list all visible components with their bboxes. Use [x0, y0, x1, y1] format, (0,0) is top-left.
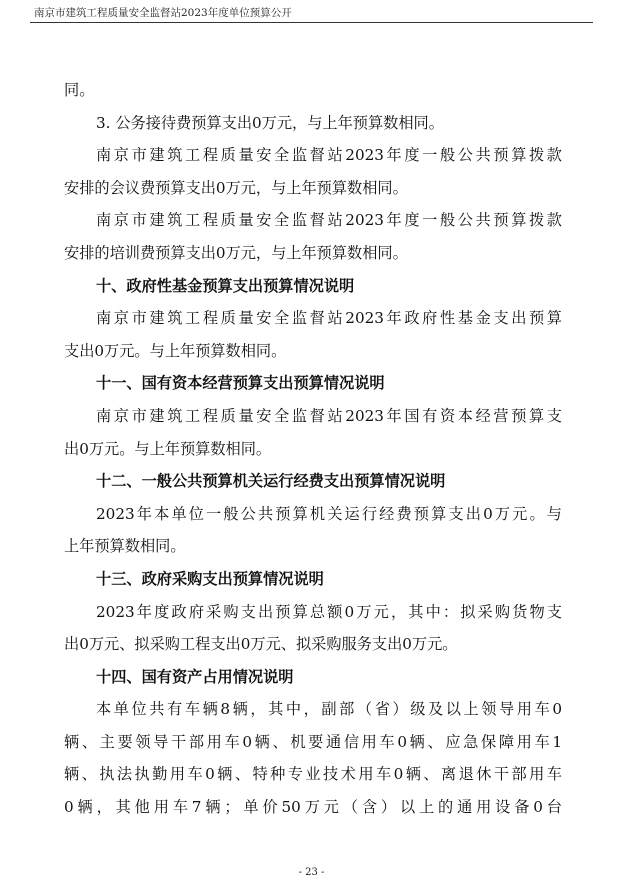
- paragraph-line: 南京市建筑工程质量安全监督站2023年度一般公共预算拨款: [96, 211, 562, 230]
- section-heading: 十、政府性基金预算支出预算情况说明: [96, 276, 355, 295]
- header-rule: [30, 22, 593, 23]
- paragraph-line: 出0万元。与上年预算数相同。: [64, 439, 272, 458]
- paragraph-line: 0辆，其他用车7辆；单价50万元（含）以上的通用设备0台: [64, 798, 562, 817]
- paragraph: [64, 596, 562, 661]
- paragraph-line: 本单位共有车辆8辆，其中，副部（省）级及以上领导用车0: [96, 700, 562, 719]
- paragraph-line: 辆、执法执勤用车0辆、特种专业技术用车0辆、离退休干部用车: [64, 765, 562, 784]
- section-heading: 十三、政府采购支出预算情况说明: [96, 569, 324, 588]
- paragraph-line: 3. 公务接待费预算支出0万元，与上年预算数相同。: [96, 113, 444, 132]
- paragraph: [64, 498, 562, 563]
- section-heading: 十一、国有资本经营预算支出预算情况说明: [96, 374, 385, 393]
- paragraph-line: 南京市建筑工程质量安全监督站2023年国有资本经营预算支: [96, 406, 562, 425]
- paragraph: [64, 204, 562, 269]
- running-header: 南京市建筑工程质量安全监督站2023年度单位预算公开: [34, 7, 292, 19]
- page-number: - 23 -: [298, 867, 325, 878]
- paragraph: [64, 302, 562, 367]
- paragraph-line: 南京市建筑工程质量安全监督站2023年度一般公共预算拨款: [96, 146, 562, 165]
- paragraph-line: 2023年本单位一般公共预算机关运行经费预算支出0万元。与: [96, 504, 562, 523]
- section-heading: 十四、国有资产占用情况说明: [96, 667, 294, 686]
- paragraph-line: 南京市建筑工程质量安全监督站2023年政府性基金支出预算: [96, 309, 562, 328]
- paragraph-line: 2023年度政府采购支出预算总额0万元，其中：拟采购货物支: [96, 602, 562, 621]
- paragraph-line: 支出0万元。与上年预算数相同。: [64, 341, 287, 360]
- paragraph-line: 安排的培训费预算支出0万元，与上年预算数相同。: [64, 243, 408, 262]
- paragraph: [64, 139, 562, 204]
- paragraph: [64, 107, 562, 140]
- section-heading: 十二、一般公共预算机关运行经费支出预算情况说明: [96, 472, 446, 491]
- paragraph-line: 安排的会议费预算支出0万元，与上年预算数相同。: [64, 178, 408, 197]
- paragraph-line: 上年预算数相同。: [64, 537, 186, 556]
- paragraph-line: 同。: [64, 81, 95, 99]
- paragraph: [64, 74, 562, 107]
- paragraph: [64, 693, 562, 823]
- document-body: [64, 74, 562, 824]
- paragraph: [64, 400, 562, 465]
- paragraph-line: 出0万元、拟采购工程支出0万元、拟采购服务支出0万元。: [64, 635, 458, 654]
- paragraph-line: 辆、主要领导干部用车0辆、机要通信用车0辆、应急保障用车1: [64, 732, 562, 751]
